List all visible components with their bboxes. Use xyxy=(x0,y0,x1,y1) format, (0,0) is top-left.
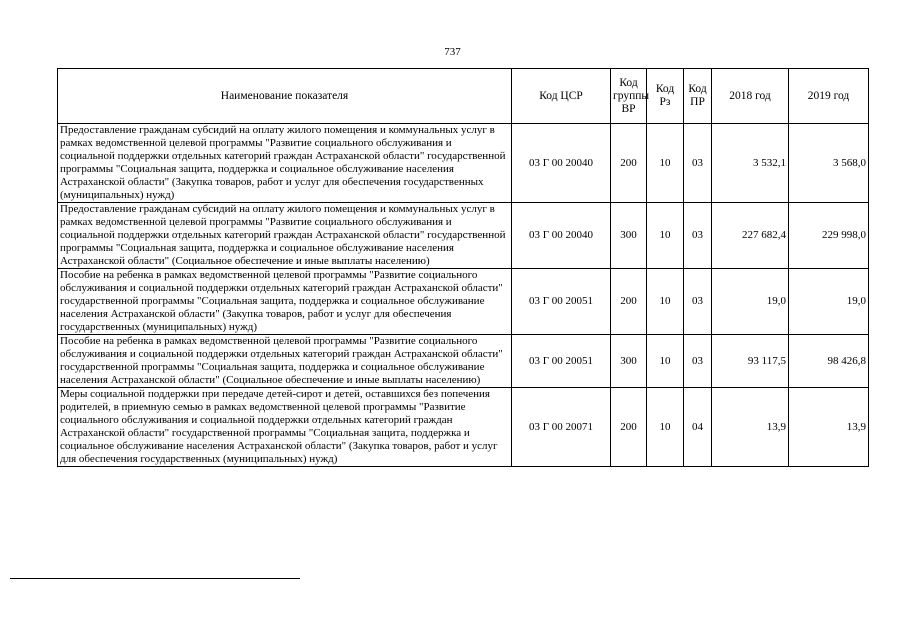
row-2019: 98 426,8 xyxy=(789,335,869,388)
budget-table xyxy=(57,68,869,467)
row-csr: 03 Г 00 20040 xyxy=(512,203,611,269)
header-row xyxy=(58,69,869,124)
header-name: Наименование показателя xyxy=(58,69,512,124)
row-rz: 10 xyxy=(647,203,684,269)
table-row xyxy=(58,124,869,203)
row-2019: 3 568,0 xyxy=(789,124,869,203)
header-vr: Код группы ВР xyxy=(611,69,647,124)
row-name: Предоставление гражданам субсидий на оплату жилого помещения и коммунальных услуг в рамках ведомственной целевой программы "Развитие социального обслуживания и социальной поддержки отдельных категорий граждан Астраханской области" государственной программы "Социальная защита, поддержка и социальное обслуживание населения Астраханской области" (Социальное обеспечение и иные выплаты населению) xyxy=(58,203,512,269)
row-pr: 03 xyxy=(684,335,712,388)
header-rz: Код Рз xyxy=(647,69,684,124)
header-csr: Код ЦСР xyxy=(512,69,611,124)
row-2018: 93 117,5 xyxy=(712,335,789,388)
header-pr: Код ПР xyxy=(684,69,712,124)
row-pr: 03 xyxy=(684,203,712,269)
row-vr: 200 xyxy=(611,388,647,467)
row-csr: 03 Г 00 20040 xyxy=(512,124,611,203)
row-2018: 3 532,1 xyxy=(712,124,789,203)
table-row xyxy=(58,388,869,467)
table-row xyxy=(58,335,869,388)
row-name: Пособие на ребенка в рамках ведомственной целевой программы "Развитие социального обслуживания и социальной поддержки отдельных категорий граждан Астраханской области" государственной программы "Социальная защита, поддержка и социальное обслуживание населения Астраханской области" (Закупка товаров, работ и услуг для обеспечения государственных (муниципальных) нужд) xyxy=(58,269,512,335)
row-rz: 10 xyxy=(647,124,684,203)
row-rz: 10 xyxy=(647,335,684,388)
row-2018: 13,9 xyxy=(712,388,789,467)
row-2018: 19,0 xyxy=(712,269,789,335)
table-row xyxy=(58,203,869,269)
row-vr: 200 xyxy=(611,124,647,203)
row-name: Меры социальной поддержки при передаче детей-сирот и детей, оставшихся без попечения родителей, в приемную семью в рамках ведомственной целевой программы "Развитие социального обслуживания и социальной поддержки отдельных категорий граждан Астраханской области" государственной программы "Социальная защита, поддержка и социальное обслуживание населения Астраханской области" (Закупка товаров, работ и услуг для обеспечения государственных (муниципальных) нужд) xyxy=(58,388,512,467)
row-pr: 03 xyxy=(684,269,712,335)
row-vr: 200 xyxy=(611,269,647,335)
row-csr: 03 Г 00 20071 xyxy=(512,388,611,467)
table-row xyxy=(58,269,869,335)
row-rz: 10 xyxy=(647,388,684,467)
header-2018: 2018 год xyxy=(712,69,789,124)
row-csr: 03 Г 00 20051 xyxy=(512,335,611,388)
row-csr: 03 Г 00 20051 xyxy=(512,269,611,335)
page-number: 737 xyxy=(444,46,461,58)
header-2019: 2019 год xyxy=(789,69,869,124)
row-name: Предоставление гражданам субсидий на оплату жилого помещения и коммунальных услуг в рамках ведомственной целевой программы "Развитие социального обслуживания и социальной поддержки отдельных категорий граждан Астраханской области" государственной программы "Социальная защита, поддержка и социальное обслуживание населения Астраханской области" (Закупка товаров, работ и услуг для обеспечения государственных (муниципальных) нужд) xyxy=(58,124,512,203)
row-pr: 04 xyxy=(684,388,712,467)
row-rz: 10 xyxy=(647,269,684,335)
row-2019: 13,9 xyxy=(789,388,869,467)
row-pr: 03 xyxy=(684,124,712,203)
row-2019: 19,0 xyxy=(789,269,869,335)
bottom-rule xyxy=(10,578,300,579)
row-vr: 300 xyxy=(611,203,647,269)
row-name: Пособие на ребенка в рамках ведомственной целевой программы "Развитие социального обслуживания и социальной поддержки отдельных категорий граждан Астраханской области" государственной программы "Социальная защита, поддержка и социальное обслуживание населения Астраханской области" (Социальное обеспечение и иные выплаты населению) xyxy=(58,335,512,388)
row-2019: 229 998,0 xyxy=(789,203,869,269)
row-vr: 300 xyxy=(611,335,647,388)
row-2018: 227 682,4 xyxy=(712,203,789,269)
